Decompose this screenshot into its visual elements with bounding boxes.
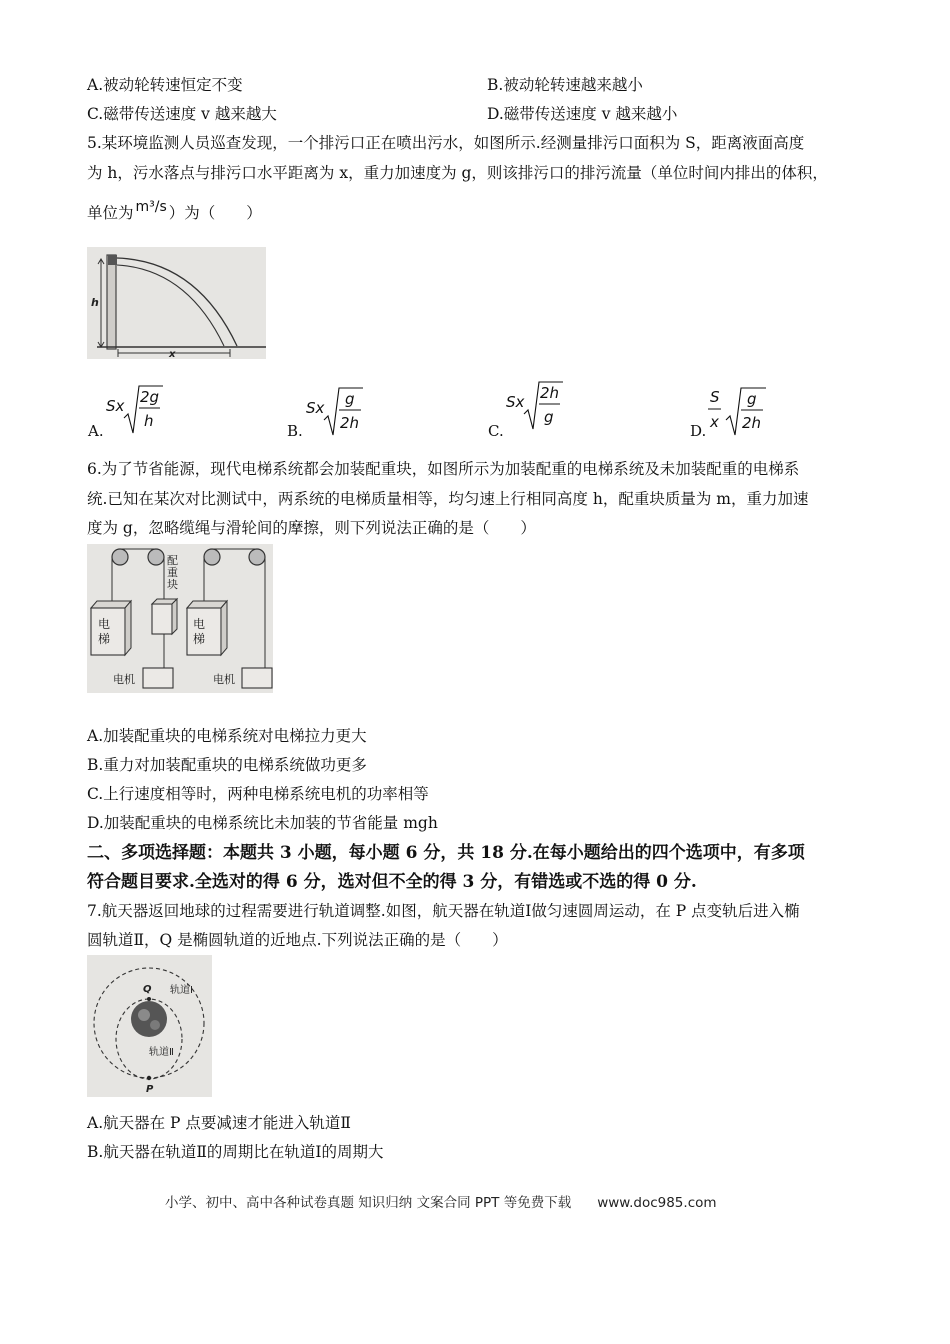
q5-option-b-label: B.	[287, 422, 303, 440]
q6-stem-line-2: 统.已知在某次对比测试中，两系统的电梯质量相等，均匀速上行相同高度 h，配重块质量为 m，重力加速	[87, 490, 809, 508]
q5-formula-b	[300, 380, 370, 440]
q7-stem-line-1: 7.航天器返回地球的过程需要进行轨道调整.如图，航天器在轨道Ⅰ做匀速圆周运动，在 P 点变轨后进入椭	[87, 902, 800, 920]
footer-text: 小学、初中、高中各种试卷真题 知识归纳 文案合同 PPT 等免费下载	[165, 1195, 572, 1211]
q5-fig-h-label: h	[91, 296, 99, 309]
q6-elevator-figure	[87, 544, 273, 693]
q6-stem-line-3: 度为 g，忽略缆绳与滑轮间的摩擦，则下列说法正确的是（ ）	[87, 519, 536, 537]
q6-elevator-2-text: 电梯	[193, 617, 206, 646]
section-2-heading-line-2: 符合题目要求.全选对的得 6 分，选对但不全的得 3 分，有错选或不选的得 0 分.	[87, 872, 697, 892]
q4-option-d: D.磁带传送速度 v 越来越小	[487, 105, 678, 123]
page-footer	[165, 1191, 717, 1211]
q7-orbit-figure	[87, 955, 212, 1097]
q7-point-q: Q	[143, 984, 152, 995]
q5-unit: m³/s	[135, 199, 167, 215]
formula-d-frac-den: x	[710, 413, 719, 431]
formula-d-frac-num: S	[710, 388, 720, 406]
formula-b-num: g	[345, 390, 355, 408]
footer-url[interactable]: www.doc985.com	[597, 1195, 717, 1211]
formula-b-den: 2h	[340, 414, 360, 432]
formula-c-den: g	[544, 408, 554, 426]
q6-counterweight-label	[167, 554, 178, 591]
q7-option-a: A.航天器在 P 点要减速才能进入轨道Ⅱ	[87, 1114, 351, 1132]
section-2-heading-line-1: 二、多项选择题：本题共 3 小题，每小题 6 分，共 18 分.在每小题给出的四个选项中，有多项	[87, 843, 805, 863]
q5-stem-line-2: 为 h，污水落点与排污口水平距离为 x，重力加速度为 g，则该排污口的排污流量（单位时间内排出的体积，	[87, 164, 828, 182]
q6-option-b: B.重力对加装配重块的电梯系统做功更多	[87, 756, 367, 774]
q5-option-a-label: A.	[88, 422, 104, 440]
q6-motor-2-label	[213, 672, 235, 686]
q6-option-c: C.上行速度相等时，两种电梯系统电机的功率相等	[87, 785, 429, 803]
formula-c-prefix: Sx	[506, 393, 525, 411]
formula-c-num: 2h	[540, 384, 560, 402]
q6-motor-2-text: 电机	[213, 673, 235, 686]
q4-option-b: B.被动轮转速越来越小	[487, 76, 643, 94]
q5-stem-line-1: 5.某环境监测人员巡查发现，一个排污口正在喷出污水，如图所示.经测量排污口面积为 S，距离液面高度	[87, 134, 805, 152]
q7-orbit-2-label: 轨道Ⅱ	[149, 1047, 174, 1058]
q5-outlet-diagram	[87, 247, 266, 359]
q6-elevator-diagram	[87, 544, 273, 693]
formula-a-den: h	[144, 412, 154, 430]
formula-d-num: g	[747, 390, 757, 408]
q6-stem-line-1: 6.为了节省能源，现代电梯系统都会加装配重块，如图所示为加装配重的电梯系统及未加装配重的电梯系	[87, 460, 800, 478]
q7-orbit-1-label: 轨道Ⅰ	[170, 985, 193, 996]
q6-option-a: A.加装配重块的电梯系统对电梯拉力更大	[87, 727, 367, 745]
q6-motor-1-text: 电机	[113, 673, 135, 686]
q5-fig-x-label: x	[169, 349, 176, 359]
q6-option-d: D.加装配重块的电梯系统比未加装的节省能量 mgh	[87, 814, 438, 832]
q6-motor-1-label	[113, 672, 135, 686]
formula-a-prefix: Sx	[106, 397, 125, 415]
q5-outlet-figure	[87, 247, 266, 359]
q5-unit-suffix: ）为（ ）	[168, 204, 262, 222]
q5-formula-a	[100, 378, 170, 438]
q5-formula-d	[704, 380, 774, 440]
q5-unit-prefix: 单位为	[87, 204, 134, 222]
q5-formula-c	[500, 374, 570, 434]
formula-a-num: 2g	[140, 388, 160, 406]
q7-point-p: P	[146, 1084, 154, 1095]
q7-option-b: B.航天器在轨道Ⅱ的周期比在轨道Ⅰ的周期大	[87, 1143, 384, 1161]
formula-d-den: 2h	[742, 414, 762, 432]
q7-stem-line-2: 圆轨道Ⅱ，Q 是椭圆轨道的近地点.下列说法正确的是（ ）	[87, 931, 508, 949]
q4-option-c: C.磁带传送速度 v 越来越大	[87, 105, 277, 123]
q6-elevator-1-text: 电梯	[98, 617, 111, 646]
q6-counterweight-text: 配重块	[167, 554, 178, 591]
q7-orbit-diagram	[87, 955, 212, 1097]
q5-stem-line-3	[87, 199, 262, 225]
q5-option-d-label: D.	[690, 422, 707, 440]
formula-b-prefix: Sx	[306, 399, 325, 417]
q4-option-a: A.被动轮转速恒定不变	[87, 76, 243, 94]
q5-option-c-label: C.	[488, 422, 504, 440]
